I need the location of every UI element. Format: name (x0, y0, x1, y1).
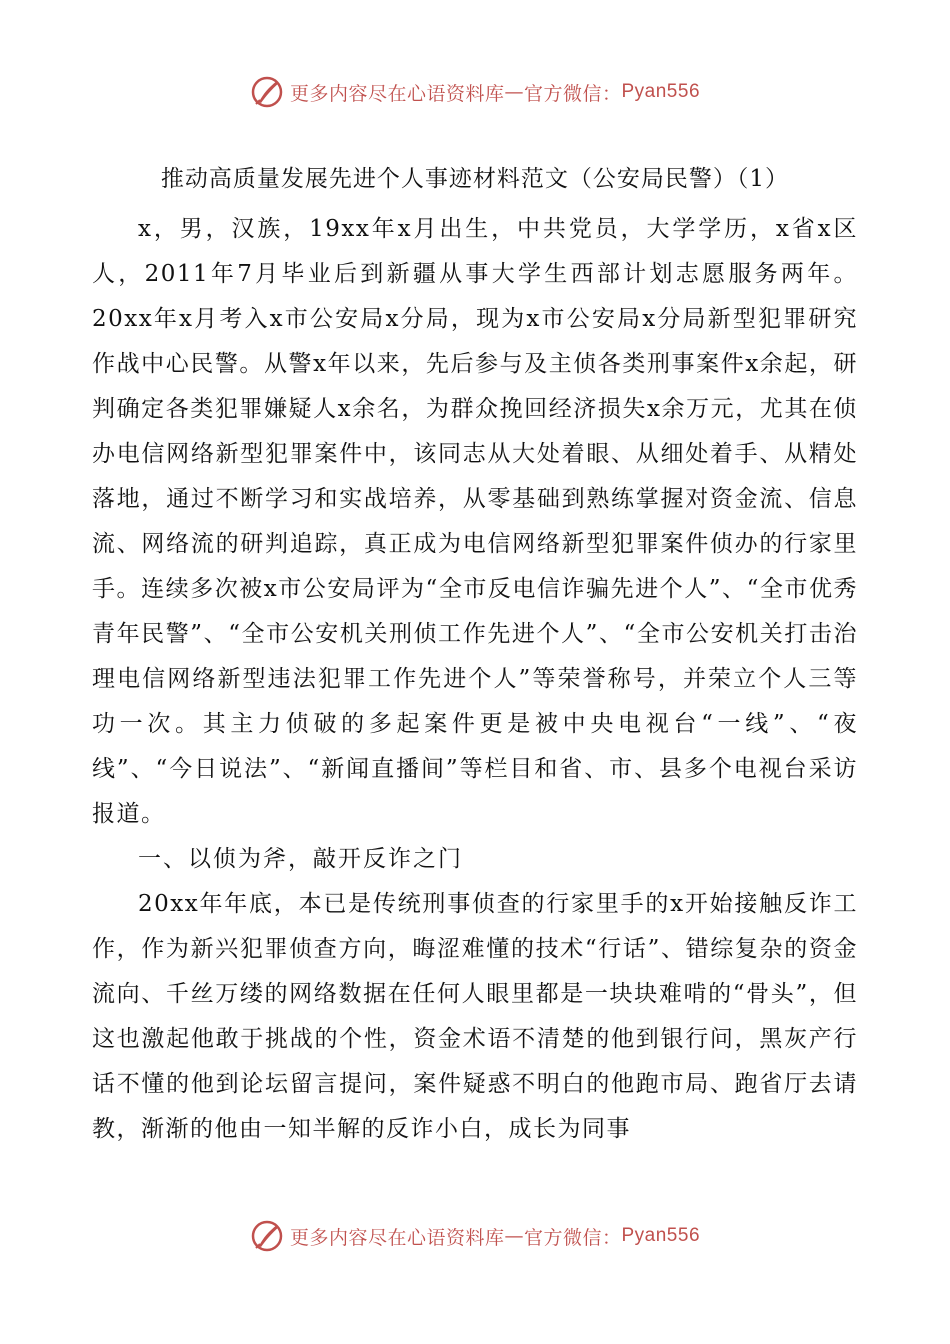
watermark-footer (0, 1216, 950, 1256)
document-title: 推动高质量发展先进个人事迹材料范文（公安局民警）（1） (160, 166, 790, 192)
pen-logo-icon (250, 1219, 284, 1253)
wechat-id: Pyan556 (621, 81, 701, 102)
wechat-label: 官方微信： (523, 82, 622, 105)
section-heading: 一、以侦为斧，敲开反诈之门 (138, 846, 463, 872)
document-body (92, 207, 858, 1152)
pen-logo-icon (250, 75, 284, 109)
watermark-header (0, 72, 950, 112)
watermark-text: 更多内容尽在心语资料库 (289, 82, 505, 105)
watermark-dash: — (504, 81, 524, 103)
paragraph-intro: x，男，汉族，19xx年x月出生，中共党员，大学学历，x省x区人，2011年7月毕业后到新疆从事大学生西部计划志愿服务两年。20xx年x月考入x市公安局x分局，现为x市公安局x分局新型犯罪研究作战中心民警。从警x年以来，先后参与及主侦各类刑事案件x余起，研判确定各类犯罪嫌疑人x余名，为群众挽回经济损失x余万元，尤其在侦办电信网络新型犯罪案件中，该同志从大处着眼、从细处着手、从精处落地，通过不断学习和实战培养，从零基础到熟练掌握对资金流、信息流、网络流的研判追踪，真正成为电信网络新型犯罪案件侦办的行家里手。连续多次被x市公安局评为“全市反电信诈骗先进个人”、“全市优秀青年民警”、“全市公安机关刑侦工作先进个人”、“全市公安机关打击治理电信网络新型违法犯罪工作先进个人”等荣誉称号，并荣立个人三等功一次。其主力侦破的多起案件更是被中央电视台“一线”、“夜线”、“今日说法”、“新闻直播间”等栏目和省、市、县多个电视台采访报道。 (92, 216, 858, 827)
watermark-text: 更多内容尽在心语资料库 (289, 1226, 505, 1249)
wechat-id: Pyan556 (621, 1225, 701, 1246)
watermark-dash: — (504, 1225, 524, 1247)
wechat-label: 官方微信： (523, 1226, 622, 1249)
paragraph-section-1: 20xx年年底，本已是传统刑事侦查的行家里手的x开始接触反诈工作，作为新兴犯罪侦查方向，晦涩难懂的技术“行话”、错综复杂的资金流向、千丝万缕的网络数据在任何人眼里都是一块块难啃的“骨头”，但这也激起他敢于挑战的个性，资金术语不清楚的他到银行问，黑灰产行话不懂的他到论坛留言提问，案件疑惑不明白的他跑市局、跑省厅去请教，渐渐的他由一知半解的反诈小白，成长为同事 (92, 891, 858, 1142)
